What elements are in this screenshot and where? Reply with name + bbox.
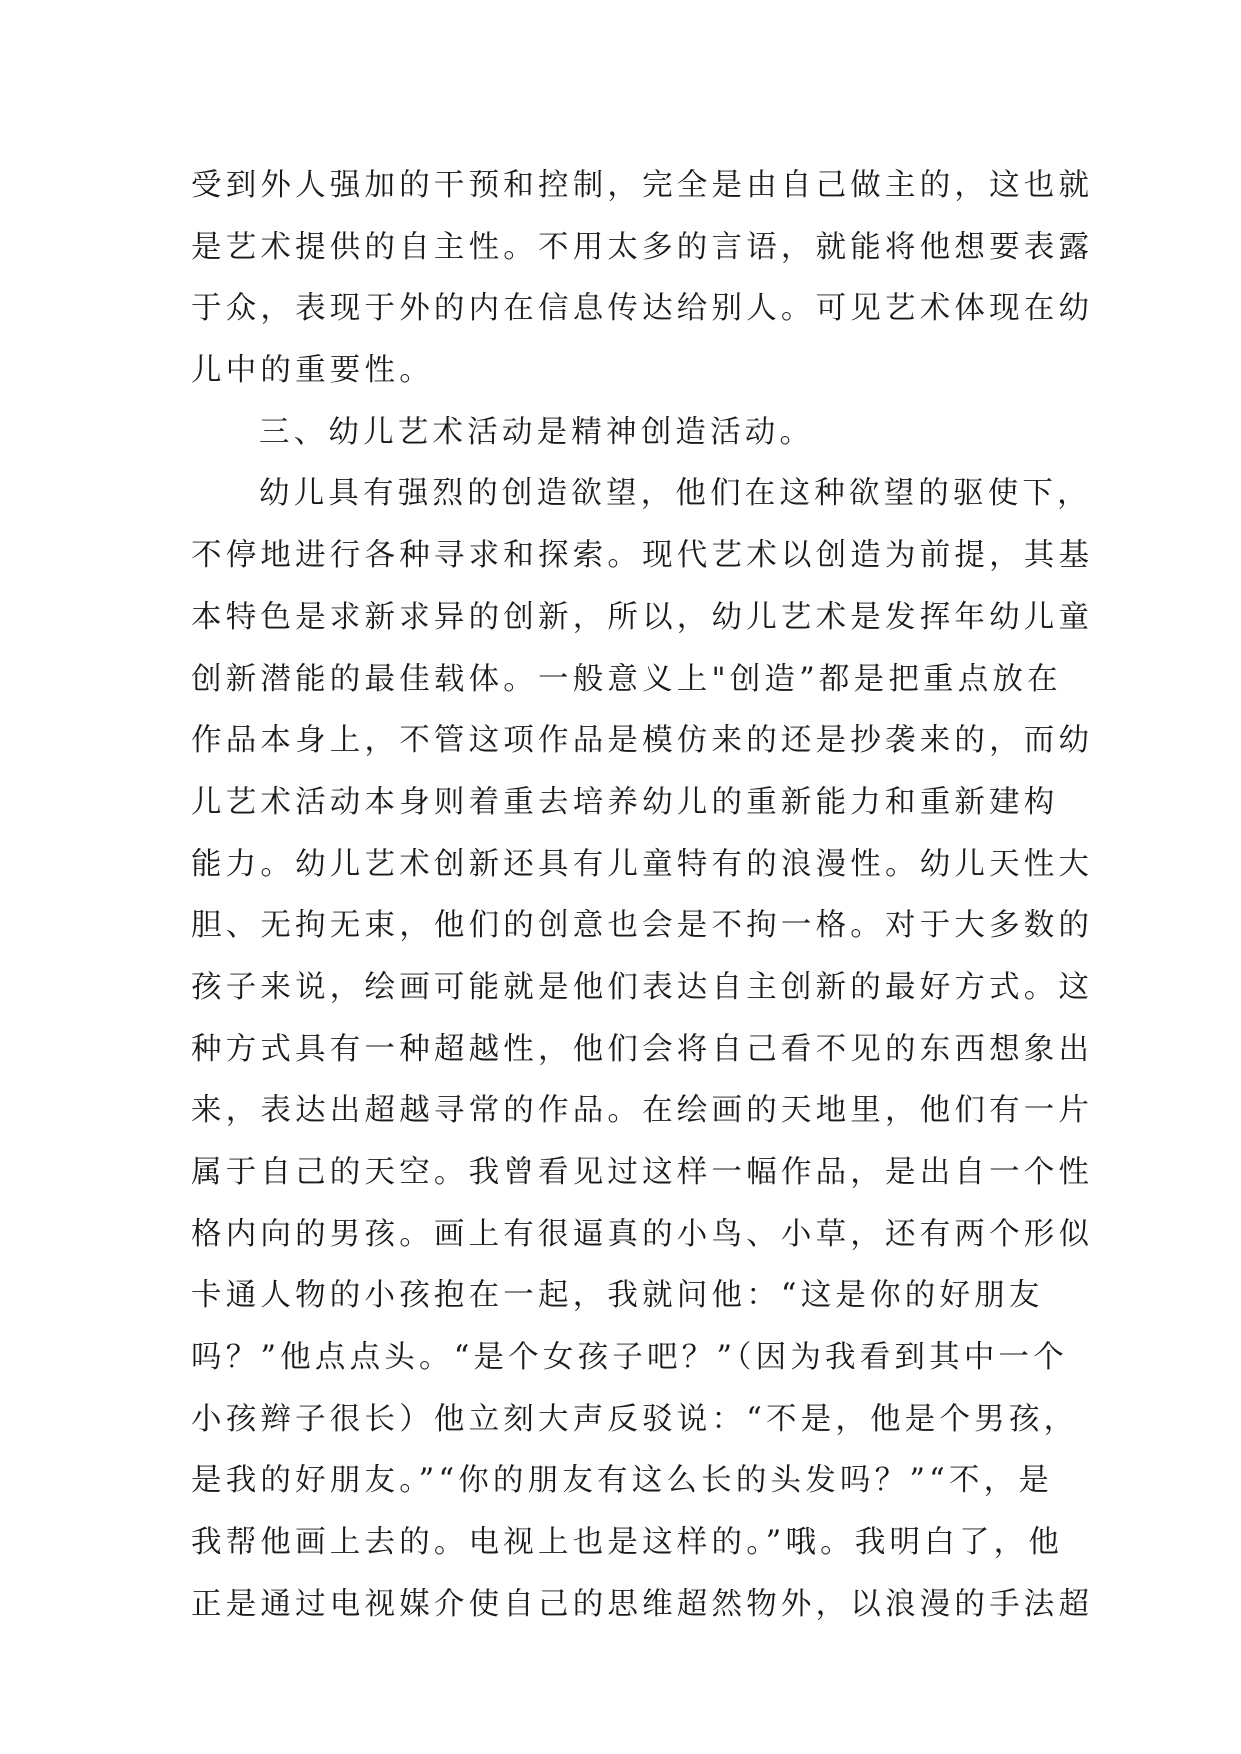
- paragraph-start-line: 幼儿具有强烈的创造欲望，他们在这种欲望的驱使下，: [259, 476, 1092, 512]
- text-line: 受到外人强加的干预和控制，完全是由自己做主的，这也就: [191, 168, 1094, 203]
- text-line: 不停地进行各种寻求和探索。现代艺术以创造为前提，其基: [191, 538, 1094, 574]
- text-line: 孩子来说，绘画可能就是他们表达自主创新的最好方式。这: [191, 969, 1094, 1005]
- section-heading: 三、幼儿艺术活动是精神创造活动。: [259, 414, 815, 450]
- text-line: 小孩辫子很长）他立刻大声反驳说：“不是，他是个男孩，: [191, 1401, 1079, 1437]
- text-line: 儿中的重要性。: [191, 353, 434, 389]
- text-line: 种方式具有一种超越性，他们会将自己看不见的东西想象出: [191, 1031, 1094, 1067]
- text-line: 吗？”他点点头。“是个女孩子吧？”（因为我看到其中一个: [191, 1340, 1068, 1376]
- text-line: 是艺术提供的自主性。不用太多的言语，就能将他想要表露: [191, 229, 1094, 265]
- text-line: 创新潜能的最佳载体。一般意义上"创造”都是把重点放在: [191, 661, 1062, 697]
- text-line: 我帮他画上去的。电视上也是这样的。”哦。我明白了，他: [191, 1525, 1064, 1561]
- text-line: 属于自己的天空。我曾看见过这样一幅作品，是出自一个性: [191, 1155, 1094, 1190]
- body-text: [191, 155, 1094, 1636]
- text-line: 能力。幼儿艺术创新还具有儿童特有的浪漫性。幼儿天性大: [191, 846, 1094, 882]
- text-line: 来，表达出超越寻常的作品。在绘画的天地里，他们有一片: [191, 1093, 1094, 1129]
- text-line: 格内向的男孩。画上有很逼真的小鸟、小草，还有两个形似: [191, 1216, 1094, 1252]
- text-line: 正是通过电视媒介使自己的思维超然物外，以浪漫的手法超: [191, 1586, 1094, 1622]
- text-line: 作品本身上，不管这项作品是模仿来的还是抄袭来的，而幼: [191, 723, 1094, 759]
- text-line: 卡通人物的小孩抱在一起，我就问他：“这是你的好朋友: [191, 1278, 1044, 1314]
- text-line: 是我的好朋友。”“你的朋友有这么长的头发吗？”“不，是: [191, 1463, 1054, 1499]
- text-line: 胆、无拘无束，他们的创意也会是不拘一格。对于大多数的: [191, 908, 1094, 944]
- text-line: 儿艺术活动本身则着重去培养幼儿的重新能力和重新建构: [191, 784, 1059, 820]
- text-line: 本特色是求新求异的创新，所以，幼儿艺术是发挥年幼儿童: [191, 599, 1094, 635]
- text-line: 于众，表现于外的内在信息传达给别人。可见艺术体现在幼: [191, 291, 1094, 327]
